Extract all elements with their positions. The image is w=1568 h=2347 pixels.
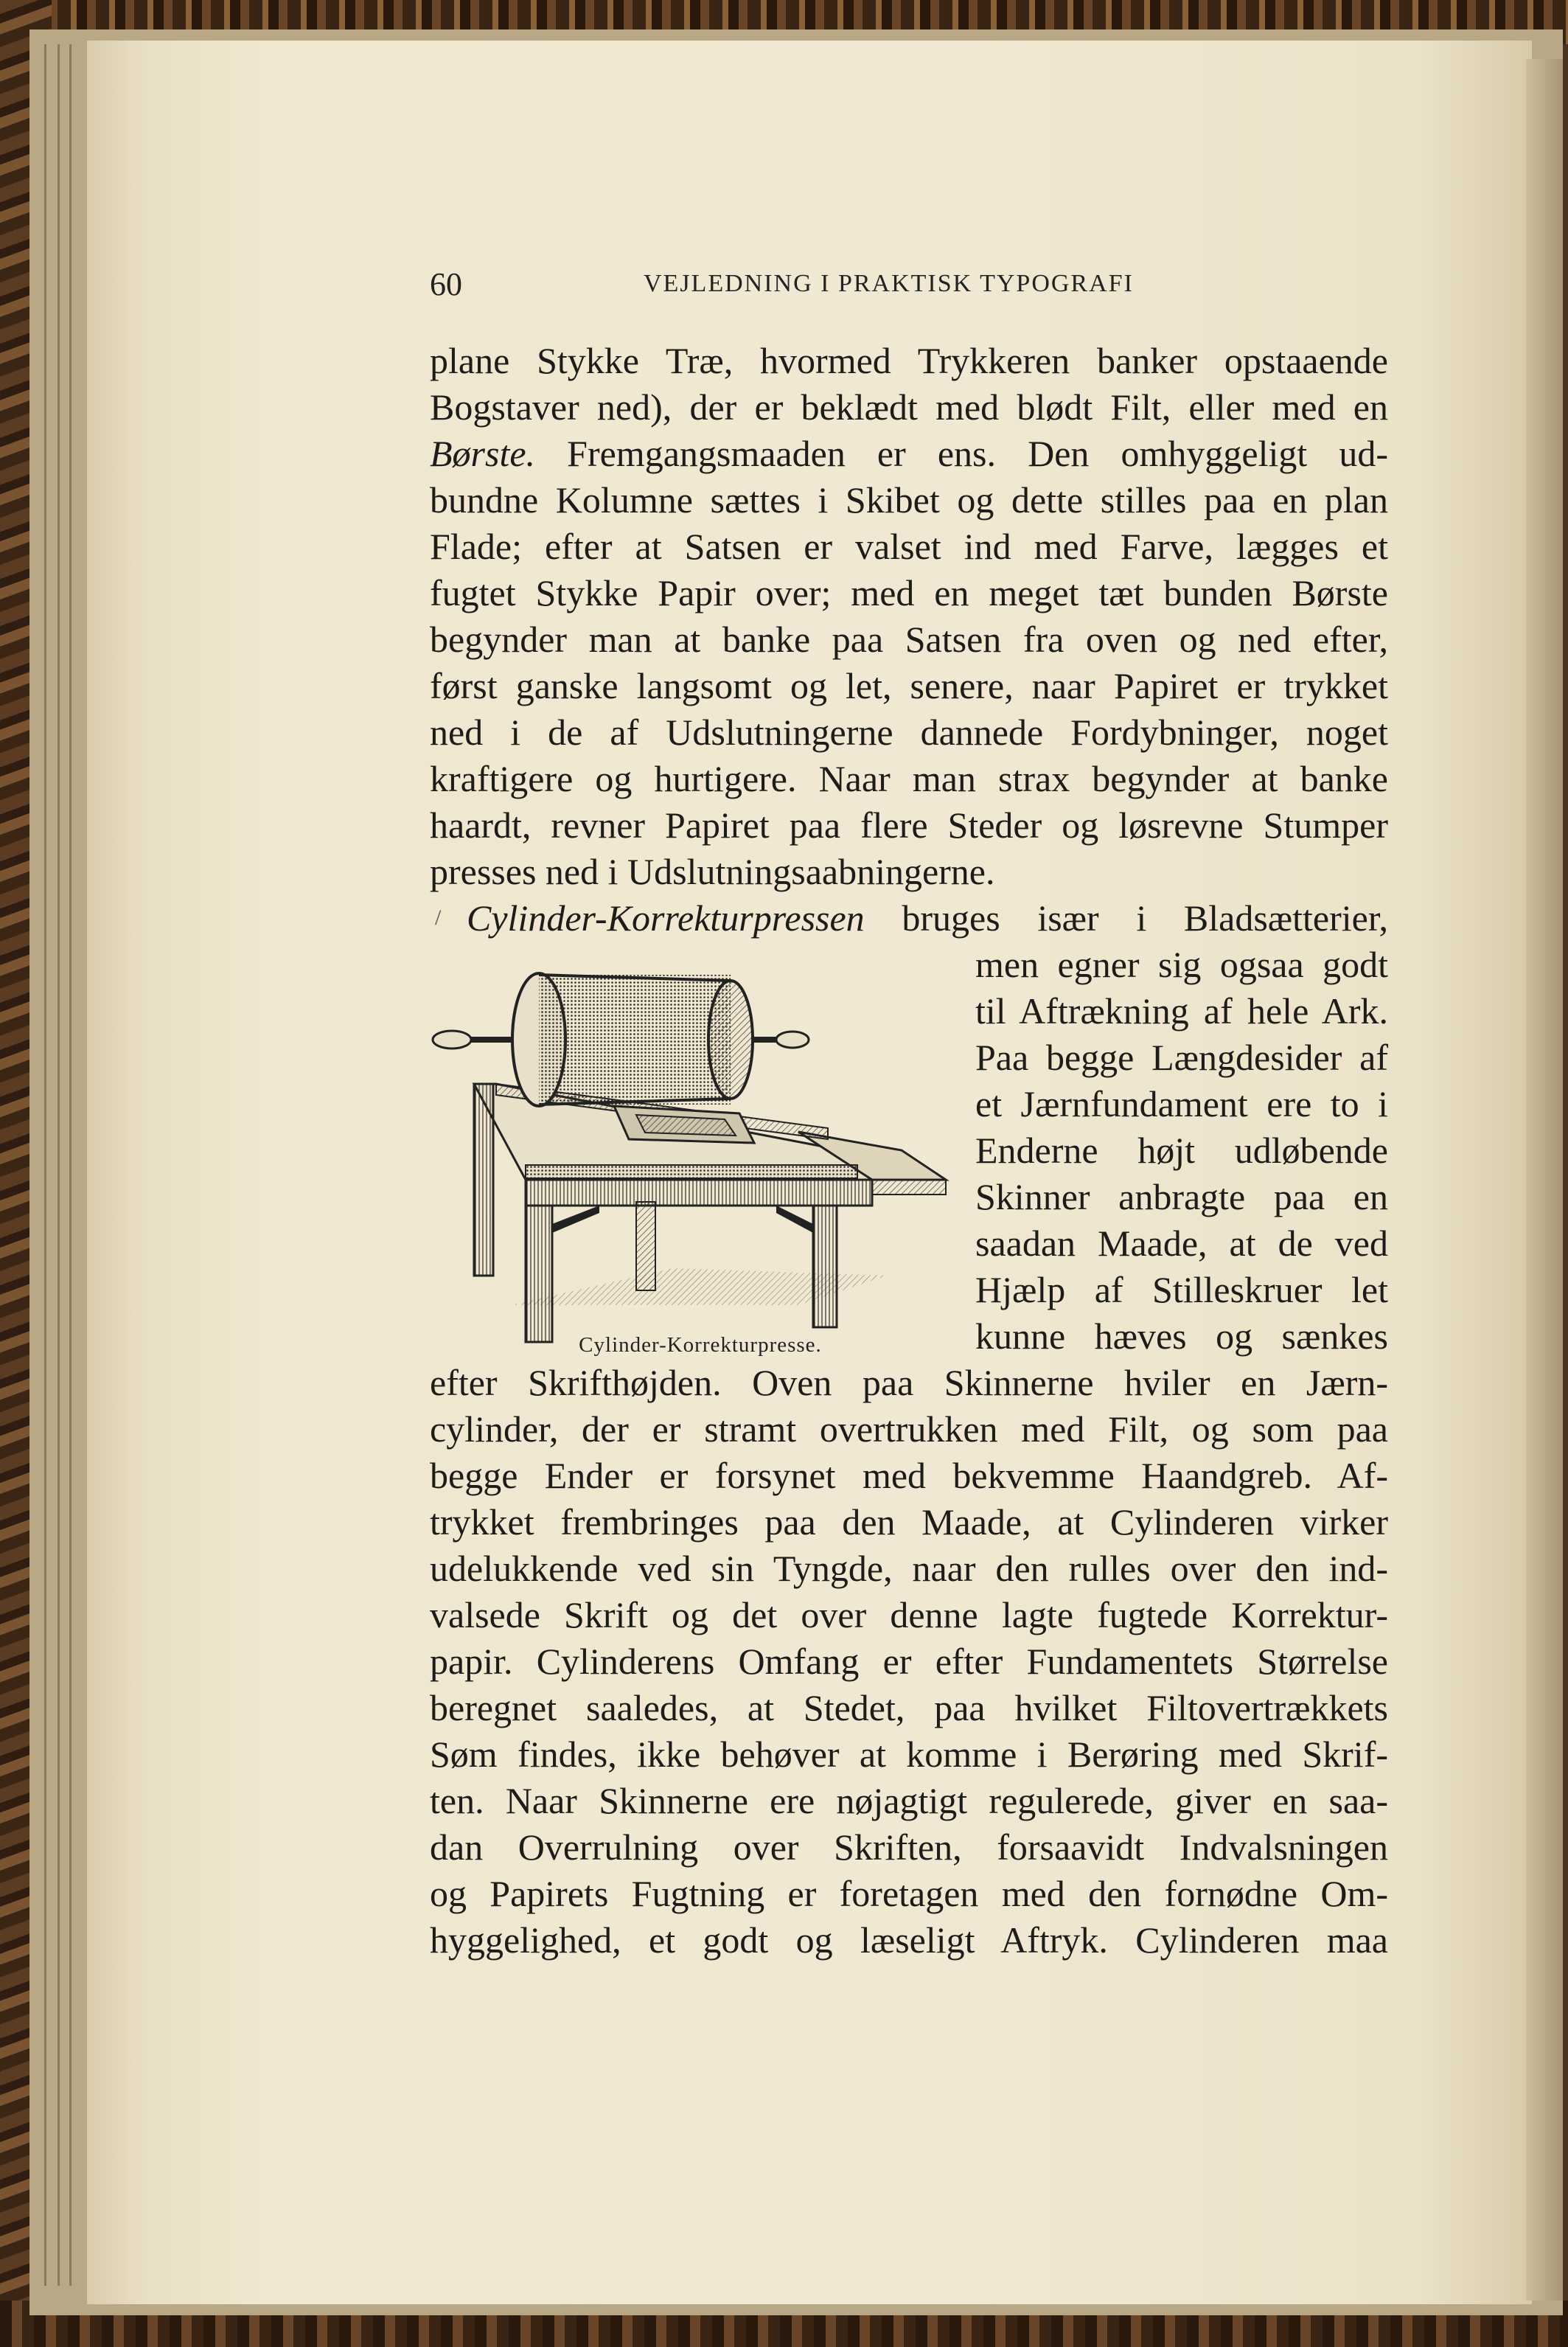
text-line: trykket frembringes paa den Maade, at Cylinderen virker <box>430 1501 1388 1543</box>
text-line: udelukkende ved sin Tyngde, naar den rulles over den ind- <box>430 1548 1388 1589</box>
cylinder-proof-press-illustration <box>430 959 961 1371</box>
text-line: Enderne højt udløbende <box>975 1130 1388 1171</box>
text-line: efter Skrifthøjden. Oven paa Skinnerne hviler en Jærn- <box>430 1362 1388 1403</box>
text-line: Hjælp af Stilleskruer let <box>975 1269 1388 1310</box>
running-head <box>430 265 1388 310</box>
text-line-rest: bruges især i Bladsætterier, <box>902 897 1388 939</box>
text-line: papir. Cylinderens Omfang er efter Fundamentets Størrelse <box>430 1641 1388 1682</box>
page-edge-line <box>44 44 46 2286</box>
figure-caption: Cylinder-Korrekturpresse. <box>579 1333 822 1357</box>
running-title: VEJLEDNING I PRAKTISK TYPOGRAFI <box>644 270 1134 297</box>
text-line: saadan Maade, at de ved <box>975 1223 1388 1264</box>
margin-mark: / <box>435 905 442 930</box>
text-line: Bogstaver ned), der er beklædt med blødt Filt, eller med en <box>430 386 1388 428</box>
text-line: Flade; efter at Satsen er valset ind med Farve, lægges et <box>430 526 1388 567</box>
text-line: ned i de af Udslutningerne dannede Fordybninger, noget <box>430 712 1388 753</box>
text-line: presses ned i Udslutningsaabningerne. <box>430 851 995 892</box>
text-line: kunne hæves og sænkes <box>975 1315 1388 1357</box>
text-line: bundne Kolumne sættes i Skibet og dette stilles paa en plan <box>430 479 1388 521</box>
text-line: Skinner anbragte paa en <box>975 1176 1388 1217</box>
italic-term: Børste. <box>430 433 536 474</box>
text-line: hyggelighed, et godt og læseligt Aftryk. Cylinderen maa <box>430 1919 1388 1961</box>
text-line: og Papirets Fugtning er foretagen med den fornødne Om- <box>430 1873 1388 1914</box>
text-line <box>430 431 1388 477</box>
text-line <box>467 895 1388 942</box>
text-line: Søm findes, ikke behøver at komme i Berøring med Skrif- <box>430 1734 1388 1775</box>
text-line: dan Overrulning over Skriften, forsaavidt Indvalsningen <box>430 1826 1388 1868</box>
text-line: valsede Skrift og det over denne lagte fugtede Korrektur- <box>430 1594 1388 1635</box>
text-line: haardt, revner Papiret paa flere Steder og løsrevne Stumper <box>430 804 1388 846</box>
page-right-edge <box>1526 59 1563 2301</box>
page-edge-line <box>58 44 60 2286</box>
text-line: først ganske langsomt og let, senere, naar Papiret er trykket <box>430 665 1388 706</box>
text-line: Paa begge Længdesider af <box>975 1037 1388 1078</box>
text-line: cylinder, der er stramt overtrukken med Filt, og som paa <box>430 1408 1388 1450</box>
page-edge-line <box>69 44 72 2286</box>
text-line: ten. Naar Skinnerne ere nøjagtigt regulerede, giver en saa- <box>430 1780 1388 1821</box>
text-line: begge Ender er forsynet med bekvemme Haandgreb. Af- <box>430 1455 1388 1496</box>
text-line: fugtet Stykke Papir over; med en meget tæt bunden Børste <box>430 572 1388 613</box>
text-line-rest: Fremgangsmaaden er ens. Den omhyggeligt ud- <box>567 433 1389 474</box>
text-line: men egner sig ogsaa godt <box>975 944 1388 985</box>
page-number: 60 <box>430 266 462 302</box>
text-line: begynder man at banke paa Satsen fra oven og ned efter, <box>430 619 1388 660</box>
text-line: beregnet saaledes, at Stedet, paa hvilket Filtovertrækkets <box>430 1687 1388 1728</box>
text-line: til Aftrækning af hele Ark. <box>975 990 1388 1032</box>
text-line: plane Stykke Træ, hvormed Trykkeren banker opstaaende <box>430 340 1388 381</box>
italic-term: Cylinder-Korrekturpressen <box>467 897 865 939</box>
text-line: kraftigere og hurtigere. Naar man strax begynder at banke <box>430 758 1388 799</box>
text-line: et Jærnfundament ere to i <box>975 1083 1388 1124</box>
